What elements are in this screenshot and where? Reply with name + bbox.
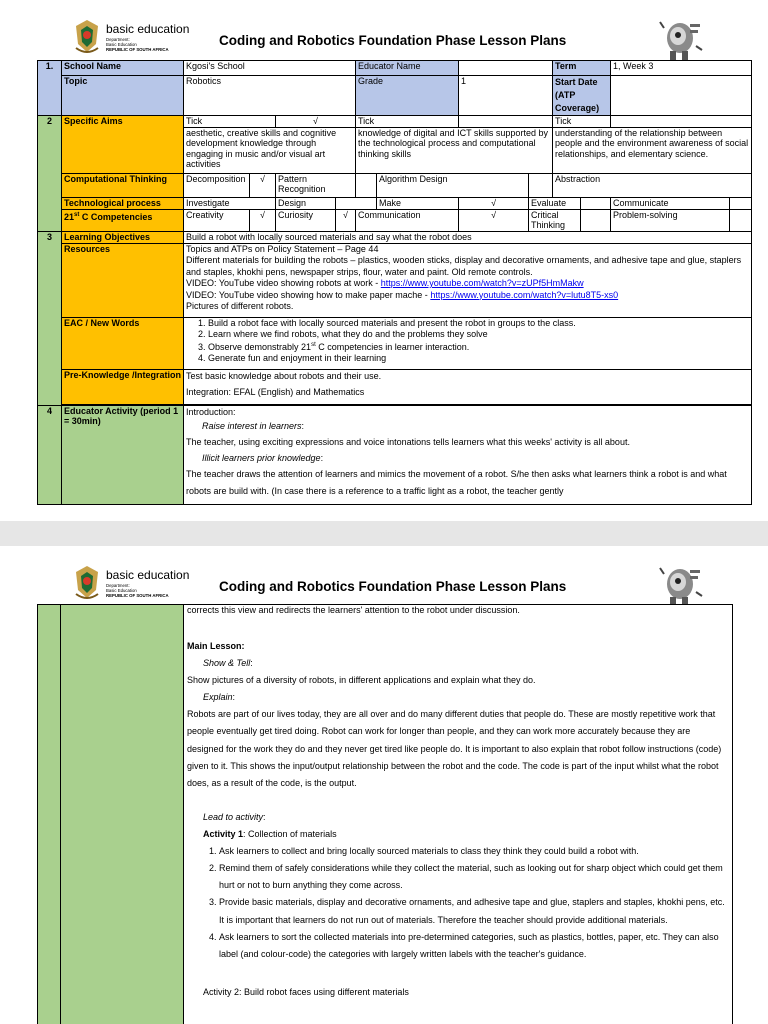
aim-text: knowledge of digital and ICT skills supported by the technological process and computational thinking skills bbox=[356, 127, 553, 173]
list-item: 4. Ask learners to sort the collected materials into pre-determined categories, such as plastics, bottles, paper, etc. They can also label (and colour-code) the categories with largely written labels with the teacher's guidance. bbox=[219, 929, 727, 963]
list-item: 2. Learn where we find robots, what they do and the problems they solve bbox=[208, 329, 749, 340]
coat-of-arms-icon bbox=[72, 18, 102, 56]
topic-value: Robotics bbox=[184, 76, 356, 116]
robot-icon bbox=[658, 16, 704, 62]
eac-label: EAC / New Words bbox=[62, 317, 184, 369]
logo-subtext: Department: Basic Education REPUBLIC OF SOUTH AFRICA bbox=[106, 37, 169, 52]
critical-thinking-label: Critical Thinking bbox=[529, 209, 581, 231]
table-row bbox=[38, 76, 752, 116]
checkmark: √ bbox=[459, 209, 529, 231]
logo-text: basic education bbox=[106, 22, 190, 36]
tick-cell bbox=[581, 197, 611, 209]
term-value: 1, Week 3 bbox=[611, 61, 752, 76]
number-column bbox=[37, 604, 62, 1024]
educator-name-value bbox=[459, 61, 553, 76]
checkmark: √ bbox=[336, 209, 356, 231]
pattern-label: Pattern Recognition bbox=[276, 173, 356, 197]
lesson-plan-table bbox=[37, 60, 752, 505]
eac-value bbox=[184, 317, 752, 369]
pre-knowledge-label: Pre-Knowledge /Integration bbox=[62, 369, 184, 404]
investigate-label: Investigate bbox=[184, 197, 276, 209]
list-item: 2. Remind them of safely considerations while they collect the material, such as looking out for sharp object which could get them hurt or not to burn anything they come across. bbox=[219, 860, 727, 894]
tick-cell bbox=[459, 116, 553, 128]
technological-process-label: Technological process bbox=[62, 197, 184, 209]
tick-cell bbox=[730, 209, 752, 231]
educator-activity-continued: corrects this view and redirects the learners' attention to the robot under discussion. Main Lesson: Show & Tell: Show pictures of a diversity of robots, in different applications and explain what they do. Explain: Robots are part of our lives today, they are all over and do many different duties that people do. These are mostly repetitive work that people eventually get tired doing. Robot can work for longer than people, and they can work more accurately because they are designed for the work they do and they never get tired like people do. It is important to also explain that robot follow instructions (code) given to it. This shows the input/output relationship between the robot and the code. The code is part of the input whilst what the robot does, as a result of the code, is the output. Lead to activity: Activity 1: Collection of materials 1. Ask learners to collect and bring locally sourced materials to class they think they could build a robot with. 2. Remind them of safely considerations while they collect the material, such as looking out for sharp object which could get them hurt or not to burn anything they come across. 3. Provide basic materials, display and decorative ornaments, and adhesive tape and glue, staplers and staples, khokhi pens, etc. It is important that learners do not run out of materials. Therefore the teacher should provide additional materials. 4. Ask learners to sort the collected materials into pre-determined categories, such as plastics, bottles, paper, etc. They can also label (and colour-code) the categories with largely written labels with the teacher's guidance. Activity 2: Build robot faces using different materials bbox=[187, 604, 727, 1001]
communication-label: Communication bbox=[356, 209, 459, 231]
page-title: Coding and Robotics Foundation Phase Lesson Plans bbox=[219, 579, 567, 594]
list-item: 1. Build a robot face with locally sourced materials and present the robot in groups to the class. bbox=[208, 318, 749, 329]
page-2 bbox=[0, 546, 768, 1024]
decomposition-label: Decomposition bbox=[184, 173, 250, 197]
tick-label: Tick bbox=[356, 116, 459, 128]
checkmark: √ bbox=[276, 116, 356, 128]
educator-activity-label: Educator Activity (period 1 = 30min) bbox=[62, 405, 184, 504]
creativity-label: Creativity bbox=[184, 209, 250, 231]
tick-cell bbox=[611, 116, 752, 128]
activity-steps bbox=[187, 843, 727, 963]
tick-cell bbox=[336, 197, 377, 209]
topic-label: Topic bbox=[62, 76, 184, 116]
resources-value: Topics and ATPs on Policy Statement – Page 44 Different materials for building the robots – plastics, wooden sticks, display and decorative ornaments, and adhesive tape and glue, staplers and staples, khokhi pens, newspaper strips, flour, water and paint. Old remote controls. VIDEO: YouTube video showing robots at work - https://www.youtube.com/watch?v=zUPf5HmMakw VIDEO: YouTube video showing how to make paper mache - https://www.youtube.com/watch?v=lutu8T5-xs0 Pictures of different robots. bbox=[184, 243, 752, 317]
label-column bbox=[60, 604, 184, 1024]
checkmark: √ bbox=[250, 173, 276, 197]
competencies-label: 21st C Competencies bbox=[62, 209, 184, 231]
section-number: 3 bbox=[38, 231, 62, 405]
video-link[interactable]: https://www.youtube.com/watch?v=lutu8T5-xs0 bbox=[430, 289, 619, 300]
section-number: 1. bbox=[38, 61, 62, 116]
logo-subtext: Department: Basic Education REPUBLIC OF SOUTH AFRICA bbox=[106, 583, 169, 598]
design-label: Design bbox=[276, 197, 336, 209]
educator-name-label: Educator Name bbox=[356, 61, 459, 76]
tick-cell bbox=[730, 197, 752, 209]
algorithm-label: Algorithm Design bbox=[377, 173, 529, 197]
list-item: 3. Observe demonstrably 21st C competencies in learner interaction. bbox=[208, 340, 749, 353]
robot-icon bbox=[658, 562, 704, 608]
tick-label: Tick bbox=[184, 116, 276, 128]
checkmark: √ bbox=[250, 209, 276, 231]
grade-value: 1 bbox=[459, 76, 553, 116]
list-item: 4. Generate fun and enjoyment in their learning bbox=[208, 353, 749, 364]
table-row bbox=[38, 369, 752, 404]
pre-knowledge-value: Test basic knowledge about robots and their use. Integration: EFAL (English) and Mathematics bbox=[184, 369, 752, 404]
section-number: 4 bbox=[38, 405, 62, 504]
table-row bbox=[38, 317, 752, 369]
aim-text: understanding of the relationship between people and the environment awareness of social relationships, and elementary science. bbox=[553, 127, 752, 173]
table-row bbox=[38, 116, 752, 128]
table-row bbox=[38, 197, 752, 209]
list-item: 3. Provide basic materials, display and decorative ornaments, and adhesive tape and glue, staplers and staples, khokhi pens, etc. It is important that learners do not run out of materials. Therefore the teacher should provide additional materials. bbox=[219, 894, 727, 928]
communicate-label: Communicate bbox=[611, 197, 730, 209]
tick-cell bbox=[581, 209, 611, 231]
term-label: Term bbox=[553, 61, 611, 76]
tick-cell bbox=[529, 173, 553, 197]
curiosity-label: Curiosity bbox=[276, 209, 336, 231]
learning-objectives-label: Learning Objectives bbox=[62, 231, 184, 243]
table-row bbox=[38, 173, 752, 197]
tick-cell bbox=[356, 173, 377, 197]
educator-activity-value: Introduction: Raise interest in learners: The teacher, using exciting expressions and voice intonations tells learners what this weeks' activity is all about. Illicit learners prior knowledge: The teacher draws the attention of learners and mimics the movement of a robot. S/he then asks what learners think a robot is and what robots are build with. (In case there is a reference to a traffic light as a robot, the teacher gently bbox=[184, 405, 752, 504]
checkmark: √ bbox=[459, 197, 529, 209]
table-row bbox=[38, 61, 752, 76]
specific-aims-label: Specific Aims bbox=[62, 116, 184, 174]
school-name-label: School Name bbox=[62, 61, 184, 76]
evaluate-label: Evaluate bbox=[529, 197, 581, 209]
learning-objectives-value: Build a robot with locally sourced materials and say what the robot does bbox=[184, 231, 752, 243]
make-label: Make bbox=[377, 197, 459, 209]
aim-text: aesthetic, creative skills and cognitive development knowledge through engaging in music and/or visual art activities bbox=[184, 127, 356, 173]
problem-solving-label: Problem-solving bbox=[611, 209, 730, 231]
abstraction-label: Abstraction bbox=[553, 173, 752, 197]
computational-thinking-label: Computational Thinking bbox=[62, 173, 184, 197]
table-row bbox=[38, 405, 752, 504]
school-name-value: Kgosi's School bbox=[184, 61, 356, 76]
section-number: 2 bbox=[38, 116, 62, 232]
coat-of-arms-icon bbox=[72, 564, 102, 602]
table-row bbox=[38, 231, 752, 243]
logo-text: basic education bbox=[106, 568, 190, 582]
list-item: 1. Ask learners to collect and bring locally sourced materials to class they think they could build a robot with. bbox=[219, 843, 727, 860]
grade-label: Grade bbox=[356, 76, 459, 116]
page-title: Coding and Robotics Foundation Phase Lesson Plans bbox=[219, 33, 567, 48]
table-row bbox=[38, 243, 752, 317]
table-row bbox=[38, 209, 752, 231]
tick-label: Tick bbox=[553, 116, 611, 128]
eac-list bbox=[186, 318, 749, 364]
start-date-label: Start Date (ATP Coverage) bbox=[553, 76, 611, 116]
video-link[interactable]: https://www.youtube.com/watch?v=zUPf5HmMakw bbox=[380, 278, 584, 288]
resources-label: Resources bbox=[62, 243, 184, 317]
start-date-value bbox=[611, 76, 752, 116]
